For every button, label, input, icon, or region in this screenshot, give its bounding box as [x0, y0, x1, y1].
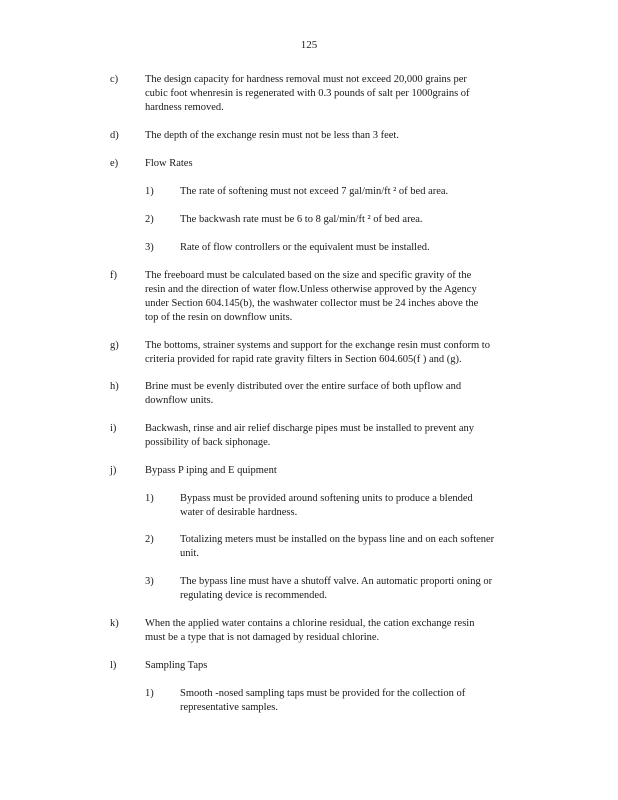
item-label: 1) — [145, 493, 154, 504]
item-label: f) — [110, 270, 117, 281]
item-text: Smooth -nosed sampling taps must be provided for the collection of representative samples. — [180, 688, 466, 713]
item-text: Bypass must be provided around softening units to produce a blended water of desirable hardness. — [180, 493, 473, 518]
item-label: 2) — [145, 214, 154, 225]
item-text: When the applied water contains a chlorine residual, the cation exchange resin must be a type that is not damaged by residual chlorine. — [145, 618, 475, 643]
item-label: 2) — [145, 534, 154, 545]
item-label: k) — [110, 618, 119, 629]
item-text: Bypass P iping and E quipment — [145, 465, 277, 476]
item-label: j) — [110, 465, 117, 476]
item-text: The bottoms, strainer systems and support for the exchange resin must conform to criteria provided for rapid rate gravity filters in Section 604.605(f ) and (g). — [145, 340, 490, 365]
item-text: Sampling Taps — [145, 660, 208, 671]
item-label: i) — [110, 423, 117, 434]
item-label: h) — [110, 381, 119, 392]
item-label: 1) — [145, 688, 154, 699]
item-text: Brine must be evenly distributed over the entire surface of both upflow and downflow units. — [145, 381, 462, 406]
item-label: 3) — [145, 242, 154, 253]
item-text: Backwash, rinse and air relief discharge pipes must be installed to prevent any possibility of back siphonage. — [145, 423, 474, 448]
item-text: The freeboard must be calculated based on the size and specific gravity of the resin and the direction of water flow.Unless otherwise approved by the Agency under Section 604.145(b), the washwater collector must be 24 inches above the top of the resin on downflow units. — [145, 270, 479, 323]
item-label: d) — [110, 130, 119, 141]
item-text: Flow Rates — [145, 158, 193, 169]
item-label: c) — [110, 74, 119, 85]
item-label: 3) — [145, 576, 154, 587]
item-label: g) — [110, 340, 119, 351]
item-text: Rate of flow controllers or the equivalent must be installed. — [180, 242, 430, 253]
item-text: The rate of softening must not exceed 7 gal/min/ft ² of bed area. — [180, 186, 449, 197]
item-text: The design capacity for hardness removal must not exceed 20,000 grains per cubic foot whenresin is regenerated with 0.3 pounds of salt per 1000grains of hardness removed. — [145, 74, 470, 113]
item-text: Totalizing meters must be installed on the bypass line and on each softener unit. — [180, 534, 495, 559]
item-text: The bypass line must have a shutoff valve. An automatic proporti oning or regulating device is recommended. — [180, 576, 493, 601]
item-label: e) — [110, 158, 119, 169]
item-label: 1) — [145, 186, 154, 197]
item-label: l) — [110, 660, 117, 671]
item-text: The backwash rate must be 6 to 8 gal/min/ft ² of bed area. — [180, 214, 423, 225]
page-number: 125 — [300, 39, 318, 51]
item-text: The depth of the exchange resin must not be less than 3 feet. — [145, 130, 399, 141]
